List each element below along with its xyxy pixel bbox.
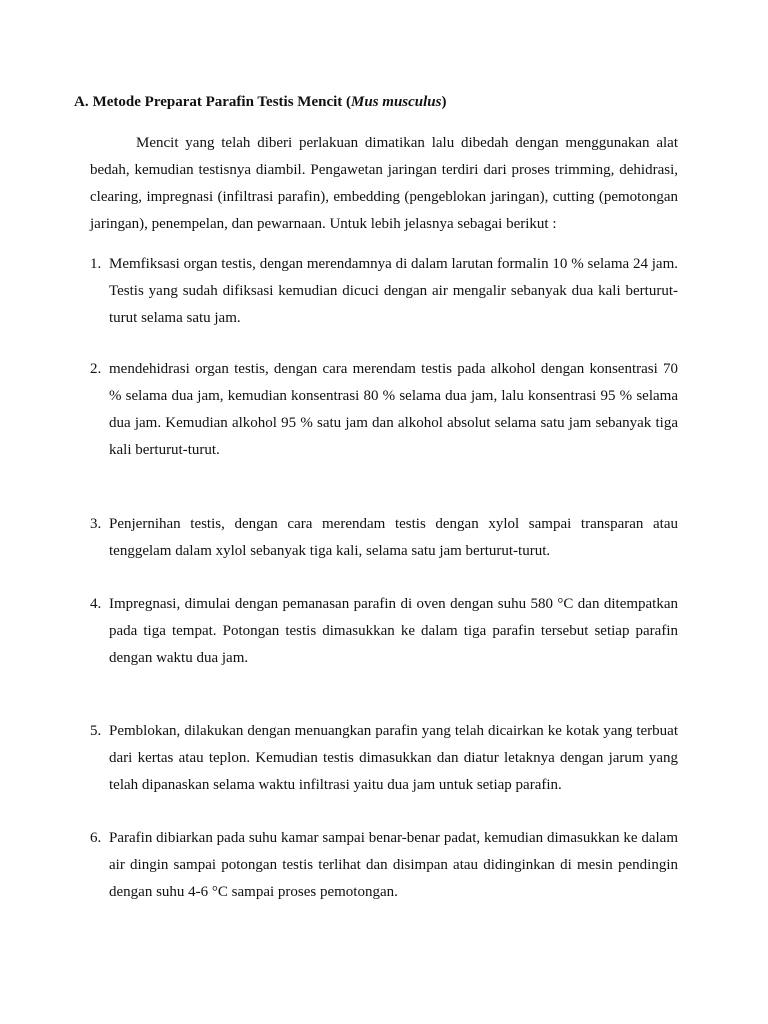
list-item-text: Penjernihan testis, dengan cara merendam testis dengan xylol sampai transparan atau tenggelam dalam xylol sebanyak tiga kali, selama satu jam berturut-turut. — [109, 516, 678, 559]
list-item-text: Pemblokan, dilakukan dengan menuangkan parafin yang telah dicairkan ke kotak yang terbuat dari kertas atau teplon. Kemudian testis dimasukkan dan diatur letaknya dengan jarum yang telah dipanaskan selama waktu infiltrasi yaitu dua jam untuk setiap parafin. — [109, 723, 678, 793]
list-item-step-3 — [90, 511, 678, 565]
list-marker: 4. — [90, 596, 102, 612]
list-item-step-5 — [90, 718, 678, 799]
list-item-text: mendehidrasi organ testis, dengan cara merendam testis pada alkohol dengan konsentrasi 70 % selama dua jam, kemudian konsentrasi 80 % selama dua jam, lalu konsentrasi 95 % selama dua jam. Kemudian alkohol 95 % satu jam dan alkohol absolut selama satu jam sebanyak tiga kali berturut-turut. — [109, 361, 678, 458]
list-marker: 1. — [90, 256, 102, 272]
list-item-step-2 — [90, 356, 678, 464]
section-title: Metode Preparat Parafin Testis Mencit ( — [92, 94, 352, 110]
scientific-name: Mus musculus — [351, 94, 442, 110]
list-marker: 6. — [90, 830, 102, 846]
list-item-step-6 — [90, 825, 678, 906]
list-marker: 2. — [90, 361, 102, 377]
list-item-text: Parafin dibiarkan pada suhu kamar sampai benar-benar padat, kemudian dimasukkan ke dalam air dingin sampai potongan testis terlihat dan disimpan atau didinginkan di mesin pendingin dengan suhu 4-6 °C sampai proses pemotongan. — [109, 830, 678, 900]
list-marker: 5. — [90, 723, 102, 739]
section-heading — [74, 92, 694, 112]
list-item-text: Memfiksasi organ testis, dengan merendamnya di dalam larutan formalin 10 % selama 24 jam. Testis yang sudah difiksasi kemudian dicuci dengan air mengalir sebanyak dua kali berturut-turut selama satu jam. — [109, 256, 678, 326]
section-number: A. — [74, 94, 89, 110]
intro-paragraph: Mencit yang telah diberi perlakuan dimatikan lalu dibedah dengan menggunakan alat bedah, kemudian testisnya diambil. Pengawetan jaringan terdiri dari proses trimming, dehidrasi, clearing, impregnasi (infiltrasi parafin), embedding (pengeblokan jaringan), cutting (pemotongan jaringan), penempelan, dan pewarnaan. Untuk lebih jelasnya sebagai berikut : — [90, 135, 678, 232]
list-item-step-4 — [90, 591, 678, 672]
list-marker: 3. — [90, 516, 102, 532]
list-item-step-1 — [90, 251, 678, 332]
section-title-close: ) — [441, 94, 447, 110]
list-item-text: Impregnasi, dimulai dengan pemanasan parafin di oven dengan suhu 580 °C dan ditempatkan pada tiga tempat. Potongan testis dimasukkan ke dalam tiga parafin tersebut setiap parafin dengan waktu dua jam. — [109, 596, 678, 666]
